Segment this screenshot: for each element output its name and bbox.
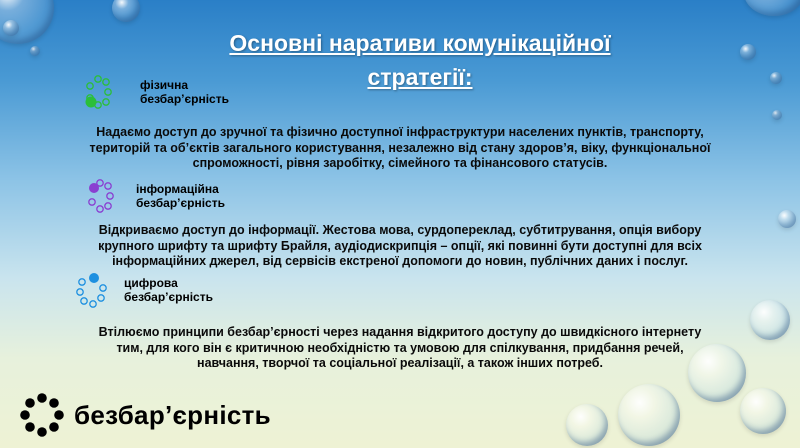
barrier-free-logo-icon xyxy=(20,393,64,437)
water-drop-decoration xyxy=(30,46,40,56)
water-drop-decoration xyxy=(3,20,19,36)
information-accessibility-logo xyxy=(86,176,225,216)
water-drop-decoration xyxy=(744,0,800,16)
logo-label: цифрова безбар’єрність xyxy=(124,276,213,304)
water-drop-decoration xyxy=(772,110,782,120)
physical-accessibility-logo xyxy=(84,72,229,112)
physical-accessibility-text: Надаємо доступ до зручної та фізично доступної інфраструктури населених пунктів, транспорту, територій та об’єктів загального користування, незалежно від стану здоров’я, віку, функціональної спроможності, рівня заробітку, сімейного та фінансового статусів. xyxy=(89,125,711,170)
title-line-2: стратегії: xyxy=(367,64,473,90)
digital-accessibility-logo-icon xyxy=(74,270,118,310)
water-drop-decoration xyxy=(740,388,786,434)
water-drop-decoration xyxy=(778,210,796,228)
physical-accessibility-logo-icon xyxy=(84,72,134,112)
information-accessibility-logo-icon xyxy=(86,176,130,216)
water-drop-decoration xyxy=(740,44,756,60)
water-drop-decoration xyxy=(112,0,140,22)
digital-accessibility-logo xyxy=(74,270,213,310)
brand-logo xyxy=(20,393,271,437)
water-drop-decoration xyxy=(566,404,608,446)
water-drop-decoration xyxy=(618,384,680,446)
logo-label: інформаційна безбар’єрність xyxy=(136,182,225,210)
title-line-1: Основні наративи комунікаційної xyxy=(229,30,611,56)
water-drop-decoration xyxy=(770,72,782,84)
page-title xyxy=(150,26,690,94)
brand-name: безбар’єрність xyxy=(74,399,271,430)
information-accessibility-text: Відкриваємо доступ до інформації. Жестова мова, сурдопереклад, субтитрування, опція вибору крупного шрифту та шрифту Брайля, аудіодискрипція – опції, які повинні бути доступні для всіх інформаційних джерел, від сервісів екстреної допомоги до новин, публічних даних і послуг. xyxy=(98,223,702,268)
water-drop-decoration xyxy=(750,300,790,340)
logo-label: фізична безбар’єрність xyxy=(140,78,229,106)
digital-accessibility-text: Втілюємо принципи безбар’єрності через надання відкритого доступу до швидкісного інтернету тим, для кого він є критичною необхідністю та умовою для спілкування, придбання речей, навчання, творчої та соціальної реалізації, а також інших потреб. xyxy=(98,325,702,370)
